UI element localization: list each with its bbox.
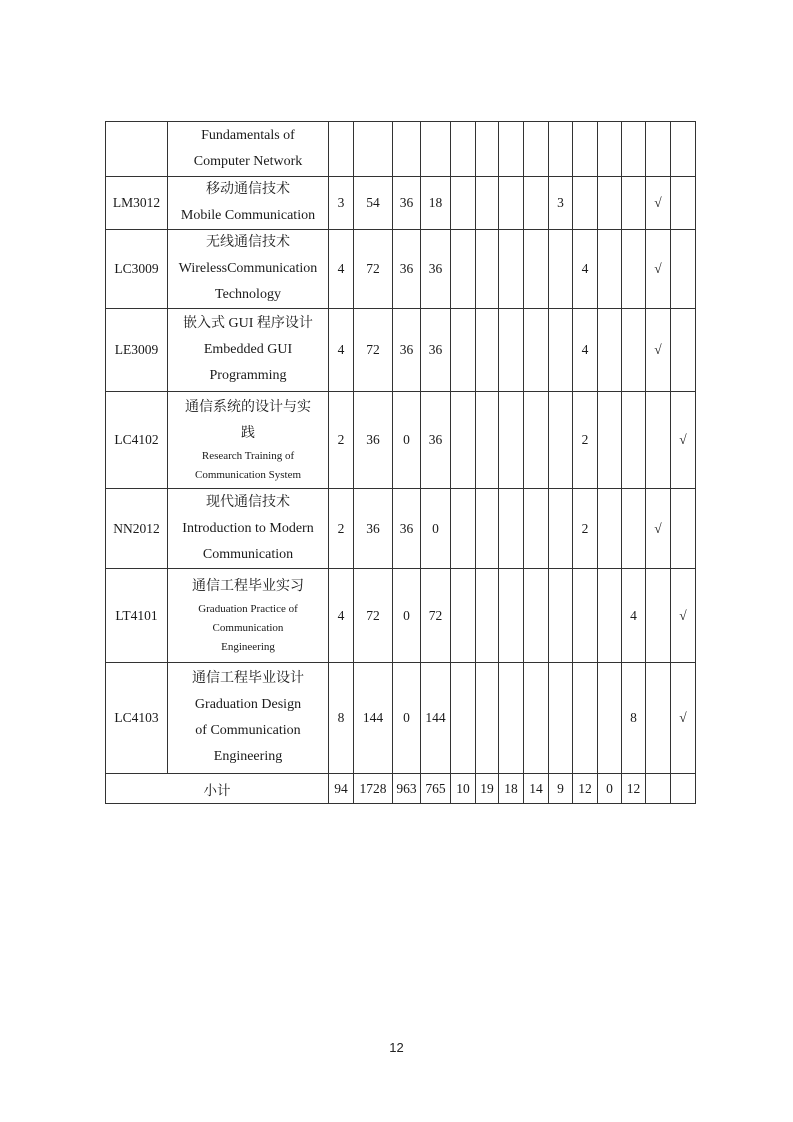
value-sem-6 — [573, 177, 598, 230]
value-sem-7 — [598, 569, 622, 663]
value-credits: 4 — [329, 569, 354, 663]
value-assessment-check — [671, 230, 696, 309]
course-name-line: 通信工程毕业设计 — [192, 671, 304, 686]
course-table-body — [106, 122, 696, 804]
value-sem-2 — [476, 122, 499, 177]
course-name — [168, 569, 329, 663]
value-assessment-check — [671, 309, 696, 392]
page-number: 12 — [389, 1040, 404, 1055]
course-name — [168, 177, 329, 230]
course-name-line: WirelessCommunication — [178, 261, 318, 276]
value-sem-1 — [451, 663, 476, 774]
value-sem-1 — [451, 489, 476, 569]
value-sem-7 — [598, 663, 622, 774]
value-practice-hours: 36 — [421, 392, 451, 489]
value-sem-1 — [451, 122, 476, 177]
value-sem-3: 18 — [499, 774, 524, 804]
value-sem-7 — [598, 489, 622, 569]
value-sem-2 — [476, 177, 499, 230]
value-lecture-hours: 36 — [393, 177, 421, 230]
course-code: LE3009 — [106, 309, 168, 392]
value-sem-3 — [499, 309, 524, 392]
course-name-line: Graduation Practice of — [198, 603, 298, 615]
course-code — [106, 122, 168, 177]
value-sem-7 — [598, 309, 622, 392]
value-credits — [329, 122, 354, 177]
value-sem-5 — [549, 663, 573, 774]
value-sem-4 — [524, 177, 549, 230]
course-code: NN2012 — [106, 489, 168, 569]
course-name-line: 通信系统的设计与实 — [185, 400, 311, 415]
value-lecture-hours — [393, 122, 421, 177]
value-sem-1 — [451, 309, 476, 392]
value-practice-hours: 36 — [421, 230, 451, 309]
course-name-line: Research Training of — [201, 450, 295, 462]
value-credits: 2 — [329, 489, 354, 569]
value-total-hours: 144 — [354, 663, 393, 774]
checkmark-assessment-check: √ — [671, 392, 696, 489]
value-sem-2 — [476, 489, 499, 569]
checkmark-assessment-check: √ — [671, 663, 696, 774]
value-sem-4 — [524, 122, 549, 177]
value-sem-3 — [499, 569, 524, 663]
course-name-line: Technology — [215, 287, 281, 302]
value-exam-check — [646, 122, 671, 177]
value-sem-1 — [451, 569, 476, 663]
value-lecture-hours: 0 — [393, 392, 421, 489]
course-name — [168, 230, 329, 309]
course-code: LC3009 — [106, 230, 168, 309]
checkmark-assessment-check: √ — [671, 569, 696, 663]
course-row — [106, 122, 696, 177]
value-sem-6: 12 — [573, 774, 598, 804]
value-sem-5 — [549, 230, 573, 309]
checkmark-exam-check: √ — [646, 177, 671, 230]
value-credits: 8 — [329, 663, 354, 774]
value-lecture-hours: 36 — [393, 230, 421, 309]
value-sem-5 — [549, 309, 573, 392]
course-row — [106, 177, 696, 230]
value-practice-hours — [421, 122, 451, 177]
course-name-line: 移动通信技术 — [206, 182, 290, 197]
value-sem-7: 0 — [598, 774, 622, 804]
course-name — [168, 663, 329, 774]
course-name-line: Embedded GUI — [203, 342, 293, 357]
value-sem-3 — [499, 177, 524, 230]
value-sem-8: 8 — [622, 663, 646, 774]
value-sem-7 — [598, 230, 622, 309]
course-name-line: Engineering — [221, 641, 275, 653]
value-lecture-hours: 963 — [393, 774, 421, 804]
value-sem-3 — [499, 122, 524, 177]
course-name-line: Programming — [209, 368, 287, 383]
value-sem-4 — [524, 663, 549, 774]
subtotal-label: 小计 — [106, 774, 329, 804]
value-sem-7 — [598, 392, 622, 489]
value-sem-2 — [476, 663, 499, 774]
course-code: LC4102 — [106, 392, 168, 489]
value-sem-2 — [476, 569, 499, 663]
value-sem-1 — [451, 177, 476, 230]
value-sem-2 — [476, 392, 499, 489]
value-sem-5: 9 — [549, 774, 573, 804]
value-sem-1 — [451, 392, 476, 489]
value-sem-8 — [622, 309, 646, 392]
value-credits: 3 — [329, 177, 354, 230]
value-sem-6: 4 — [573, 309, 598, 392]
course-name-line: Communication System — [194, 469, 302, 481]
course-code: LT4101 — [106, 569, 168, 663]
value-sem-4 — [524, 569, 549, 663]
value-assessment-check — [671, 122, 696, 177]
value-sem-4: 14 — [524, 774, 549, 804]
course-row — [106, 663, 696, 774]
value-practice-hours: 765 — [421, 774, 451, 804]
value-lecture-hours: 36 — [393, 489, 421, 569]
value-sem-4 — [524, 489, 549, 569]
checkmark-exam-check: √ — [646, 489, 671, 569]
value-sem-4 — [524, 309, 549, 392]
course-name-line: 现代通信技术 — [206, 494, 290, 510]
value-sem-5: 3 — [549, 177, 573, 230]
value-sem-8: 12 — [622, 774, 646, 804]
value-exam-check — [646, 774, 671, 804]
course-name — [168, 392, 329, 489]
value-total-hours — [354, 122, 393, 177]
course-code: LM3012 — [106, 177, 168, 230]
value-sem-2 — [476, 309, 499, 392]
value-sem-3 — [499, 392, 524, 489]
course-name-line: Fundamentals of — [201, 128, 295, 143]
value-exam-check — [646, 392, 671, 489]
value-sem-6 — [573, 663, 598, 774]
checkmark-exam-check: √ — [646, 309, 671, 392]
value-sem-1: 10 — [451, 774, 476, 804]
value-total-hours: 72 — [354, 230, 393, 309]
value-total-hours: 54 — [354, 177, 393, 230]
value-sem-7 — [598, 177, 622, 230]
value-sem-8 — [622, 230, 646, 309]
value-sem-8 — [622, 177, 646, 230]
value-credits: 4 — [329, 309, 354, 392]
value-total-hours: 72 — [354, 309, 393, 392]
value-practice-hours: 144 — [421, 663, 451, 774]
course-schedule-table — [105, 121, 696, 804]
value-sem-2: 19 — [476, 774, 499, 804]
value-assessment-check — [671, 489, 696, 569]
course-name-line: Communication — [202, 546, 294, 562]
value-sem-5 — [549, 489, 573, 569]
course-name-line: Graduation Design — [194, 697, 302, 712]
course-name — [168, 489, 329, 569]
value-total-hours: 72 — [354, 569, 393, 663]
value-sem-2 — [476, 230, 499, 309]
course-row — [106, 309, 696, 392]
value-exam-check — [646, 663, 671, 774]
checkmark-exam-check: √ — [646, 230, 671, 309]
value-lecture-hours: 0 — [393, 569, 421, 663]
value-practice-hours: 18 — [421, 177, 451, 230]
course-row — [106, 489, 696, 569]
value-credits: 2 — [329, 392, 354, 489]
course-name — [168, 309, 329, 392]
course-name — [168, 122, 329, 177]
course-name-line: Introduction to Modern — [182, 520, 314, 536]
value-lecture-hours: 36 — [393, 309, 421, 392]
value-sem-6 — [573, 569, 598, 663]
value-sem-8: 4 — [622, 569, 646, 663]
course-code: LC4103 — [106, 663, 168, 774]
value-practice-hours: 36 — [421, 309, 451, 392]
value-credits: 4 — [329, 230, 354, 309]
value-sem-5 — [549, 122, 573, 177]
value-sem-5 — [549, 392, 573, 489]
value-sem-3 — [499, 663, 524, 774]
value-sem-8 — [622, 489, 646, 569]
value-exam-check — [646, 569, 671, 663]
value-sem-6 — [573, 122, 598, 177]
course-name-line: 无线通信技术 — [206, 235, 290, 250]
course-name-line: Communication — [212, 622, 284, 634]
value-assessment-check — [671, 177, 696, 230]
course-name-line: of Communication — [195, 723, 301, 738]
value-sem-3 — [499, 489, 524, 569]
subtotal-row — [106, 774, 696, 804]
value-sem-6: 2 — [573, 392, 598, 489]
value-sem-7 — [598, 122, 622, 177]
course-row — [106, 569, 696, 663]
course-name-line: 通信工程毕业实习 — [192, 579, 304, 594]
course-name-line: Computer Network — [193, 154, 303, 169]
course-name-line: 嵌入式 GUI 程序设计 — [183, 316, 313, 331]
value-sem-3 — [499, 230, 524, 309]
value-practice-hours: 0 — [421, 489, 451, 569]
course-name-line: Mobile Communication — [180, 208, 316, 223]
course-row — [106, 230, 696, 309]
value-sem-8 — [622, 122, 646, 177]
value-lecture-hours: 0 — [393, 663, 421, 774]
value-total-hours: 36 — [354, 489, 393, 569]
value-sem-6: 4 — [573, 230, 598, 309]
value-assessment-check — [671, 774, 696, 804]
course-name-line: 践 — [241, 426, 255, 441]
value-sem-6: 2 — [573, 489, 598, 569]
value-total-hours: 36 — [354, 392, 393, 489]
value-credits: 94 — [329, 774, 354, 804]
value-sem-4 — [524, 392, 549, 489]
course-name-line: Engineering — [213, 749, 283, 764]
value-sem-1 — [451, 230, 476, 309]
value-sem-4 — [524, 230, 549, 309]
value-practice-hours: 72 — [421, 569, 451, 663]
value-total-hours: 1728 — [354, 774, 393, 804]
value-sem-5 — [549, 569, 573, 663]
course-row — [106, 392, 696, 489]
value-sem-8 — [622, 392, 646, 489]
